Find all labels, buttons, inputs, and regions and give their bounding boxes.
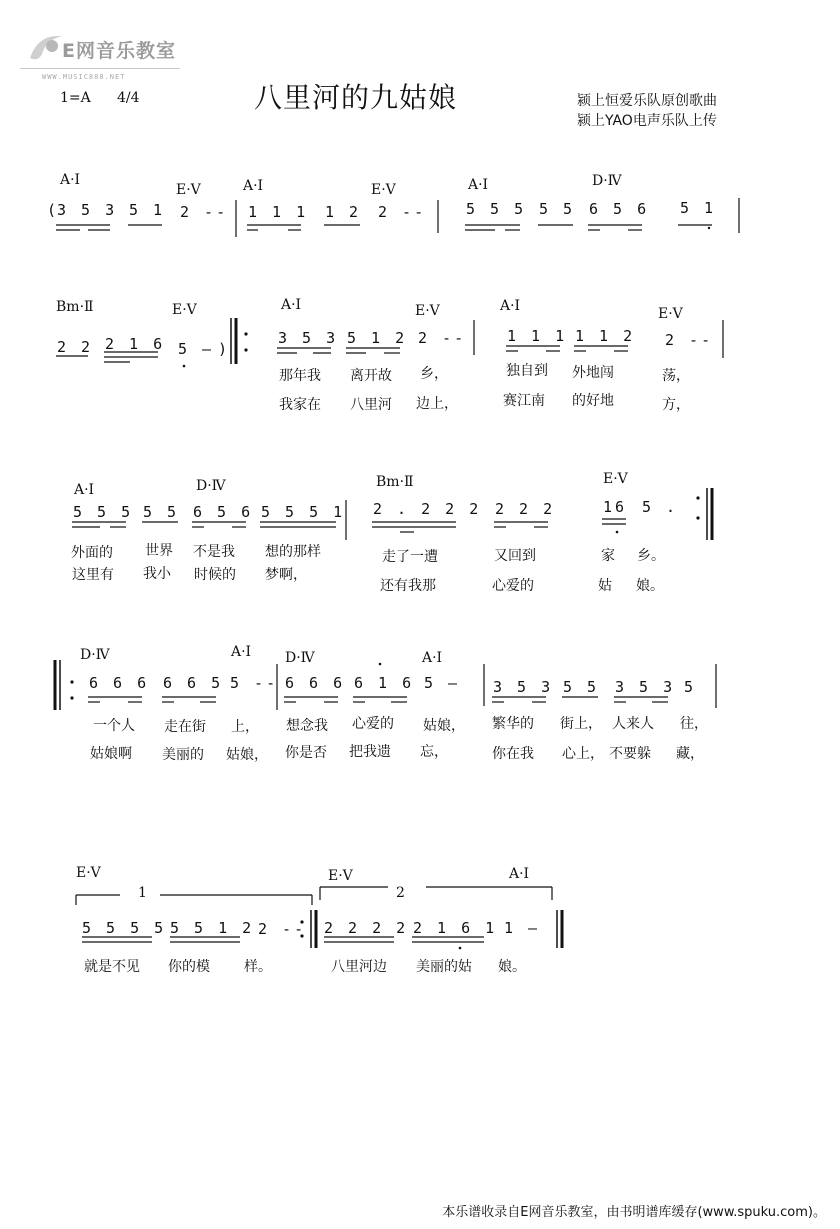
song-title: 八里河的九姑娘 <box>254 81 458 114</box>
lyric-text: 你是否 <box>285 745 327 761</box>
lyric-text: 独自到 <box>506 363 548 379</box>
lyric-text: 外面的 <box>71 545 113 561</box>
lyric-text: 娘。 <box>636 578 664 594</box>
lyric-text: 又回到 <box>494 548 536 564</box>
note-group: 2 -- <box>418 329 467 347</box>
lyric-text: 还有我那 <box>380 578 436 594</box>
lyric-text: 那年我 <box>279 368 321 384</box>
note-group: 5 5 <box>143 503 180 521</box>
lyric-text: 走在街 <box>164 719 206 735</box>
lyric-text: 想念我 <box>286 718 328 734</box>
volta-number: 1 <box>138 885 147 901</box>
lyric-text: 梦啊， <box>265 567 307 583</box>
lyric-text: 街上， <box>560 716 602 732</box>
chord-label: A·Ⅰ <box>243 178 264 194</box>
lyric-text: 不是我 <box>193 544 235 560</box>
lyric-text: 外地闯 <box>572 365 614 381</box>
lyric-text: 赛江南 <box>503 393 545 409</box>
chord-label: A·Ⅰ <box>500 298 521 314</box>
lyric-text: 姑娘， <box>423 718 465 734</box>
lyric-text: 忘， <box>420 744 448 760</box>
lyric-text: 你在我 <box>492 746 534 762</box>
lyric-text: 藏， <box>676 746 704 762</box>
lyric-text: 繁华的 <box>492 716 534 732</box>
lyric-text: 走了一遭 <box>382 549 438 565</box>
volta-number: 2 <box>396 885 405 901</box>
lyric-text: 的好地 <box>572 393 614 409</box>
lyric-text: 心爱的 <box>492 578 534 594</box>
note-group: 5 1 <box>680 199 717 217</box>
note-group: 5 5 1 2 <box>170 919 255 937</box>
note-group: 2 1 6 1 <box>413 919 498 937</box>
note-group: 5 <box>684 678 697 696</box>
lyric-text: 乡。 <box>637 548 665 564</box>
note-group: 1 1 1 <box>248 203 309 221</box>
lyric-text: 不要躲 <box>609 746 651 762</box>
lyric-text: 边上， <box>416 396 458 412</box>
note-group: 5 5 <box>563 678 600 696</box>
chord-label: A·Ⅰ <box>281 297 302 313</box>
lyric-text: 人来人 <box>612 716 654 732</box>
credit-line-2: 颍上YAO电声乐队上传 <box>577 113 717 129</box>
note-group: 3 5 3 <box>615 678 676 696</box>
note-group: ) <box>218 340 231 358</box>
chord-label: E·Ⅴ <box>415 303 440 319</box>
note-group: 3 5 3 <box>278 329 339 347</box>
lyric-text: 家 <box>601 548 615 564</box>
note-group: 2 2 2 2 <box>324 919 409 937</box>
lyric-text: 往， <box>680 716 708 732</box>
chord-label: A·Ⅰ <box>509 866 530 882</box>
note-group: 6 6 6 <box>89 674 150 692</box>
chord-label: E·Ⅴ <box>603 471 628 487</box>
lyric-text: 美丽的姑 <box>416 959 472 975</box>
lyric-text: 乡， <box>420 366 448 382</box>
note-group: 5 1 <box>129 201 166 219</box>
chord-label: D·Ⅳ <box>80 647 110 663</box>
lyric-text: 心上， <box>562 746 604 762</box>
note-group: 1 1 1 <box>507 327 568 345</box>
note-group: 5 5 <box>539 200 576 218</box>
lyric-text: 八里河边 <box>331 959 387 975</box>
lyric-text: 美丽的 <box>162 747 204 763</box>
credit-line-1: 颍上恒爱乐队原创歌曲 <box>577 93 717 109</box>
note-group: 6 5 6 <box>589 200 650 218</box>
lyric-text: 你的模 <box>168 959 210 975</box>
chord-label: E·Ⅴ <box>658 306 683 322</box>
chord-label: A·Ⅰ <box>231 644 252 660</box>
lyric-text: 八里河 <box>350 397 392 413</box>
chord-label: E·Ⅴ <box>176 182 201 198</box>
lyric-text: 世界 <box>145 543 173 559</box>
note-group: 6 1 6 <box>354 674 415 692</box>
note-group: 2 1 6 <box>105 335 166 353</box>
note-group: 3 5 3 <box>57 201 118 219</box>
key-signature: 1=A <box>60 90 91 106</box>
lyric-text: 离开故 <box>350 368 392 384</box>
time-signature: 4/4 <box>117 90 140 106</box>
chord-label: A·Ⅰ <box>74 482 95 498</box>
chord-label: A·Ⅰ <box>468 177 489 193</box>
lyric-text: 样。 <box>244 959 272 975</box>
note-group: 3 5 3 <box>493 678 554 696</box>
lyric-text: 一个人 <box>93 718 135 734</box>
note-group: 2 -- <box>258 920 307 938</box>
note-group: 6 6 5 <box>163 674 224 692</box>
note-group: 6 5 6 <box>193 503 254 521</box>
note-group: 6 6 6 <box>285 674 346 692</box>
note-group: 2 -- <box>180 203 229 221</box>
note-group: 2 2 <box>57 338 94 356</box>
lyric-text: 姑娘， <box>226 747 268 763</box>
lyric-text: 心爱的 <box>352 716 394 732</box>
lyric-text: 姑 <box>598 578 612 594</box>
chord-label: E·Ⅴ <box>76 865 101 881</box>
source-footer: 本乐谱收录自E网音乐教室，由书明谱库缓存(www.spuku.com)。 <box>442 1205 826 1220</box>
chord-label: D·Ⅳ <box>285 650 315 666</box>
chord-label: D·Ⅳ <box>592 173 622 189</box>
lyric-text: 姑娘啊 <box>90 746 132 762</box>
logo-url: WWW.MUSIC888.NET <box>42 73 126 81</box>
note-group: 1 — <box>504 919 541 937</box>
note-group: 5 -- <box>230 674 279 692</box>
lyric-text: 方， <box>662 397 690 413</box>
lyric-text: 我小 <box>143 566 171 582</box>
note-group: 5 5 5 5 <box>82 919 167 937</box>
note-group: 5 5 5 1 <box>261 503 346 521</box>
note-group: 2 2 2 <box>495 500 556 518</box>
note-group: ( <box>47 201 60 219</box>
chord-label: A·Ⅰ <box>60 172 81 188</box>
lyric-text: 娘。 <box>498 959 526 975</box>
note-group: 5 5 5 <box>73 503 134 521</box>
lyric-text: 上， <box>231 719 259 735</box>
lyric-text: 时候的 <box>194 567 236 583</box>
chord-label: E·Ⅴ <box>328 868 353 884</box>
chord-label: E·Ⅴ <box>172 302 197 318</box>
note-group: 5 . <box>642 498 679 516</box>
lyric-text: 这里有 <box>72 567 114 583</box>
chord-label: Bm·Ⅱ <box>56 299 94 315</box>
note-group: 2 -- <box>378 203 427 221</box>
logo-text: E网音乐教室 <box>62 40 176 62</box>
note-group: 5 — <box>178 340 215 358</box>
note-group: 16 <box>603 498 628 516</box>
chord-label: Bm·Ⅱ <box>376 474 414 490</box>
note-group: 1 1 2 <box>575 327 636 345</box>
note-group: 2 . 2 2 2 <box>373 500 482 518</box>
lyric-text: 我家在 <box>279 397 321 413</box>
lyric-text: 把我遗 <box>349 744 391 760</box>
note-group: 5 — <box>424 674 461 692</box>
note-group: 1 2 <box>325 203 362 221</box>
lyric-text: 就是不见 <box>84 959 140 975</box>
note-group: 5 5 5 <box>466 200 527 218</box>
lyric-text: 想的那样 <box>265 544 321 560</box>
lyric-text: 荡， <box>662 368 690 384</box>
note-group: 5 1 2 <box>347 329 408 347</box>
note-group: 2 -- <box>665 331 714 349</box>
chord-label: E·Ⅴ <box>371 182 396 198</box>
chord-label: A·Ⅰ <box>422 650 443 666</box>
chord-label: D·Ⅳ <box>196 478 226 494</box>
